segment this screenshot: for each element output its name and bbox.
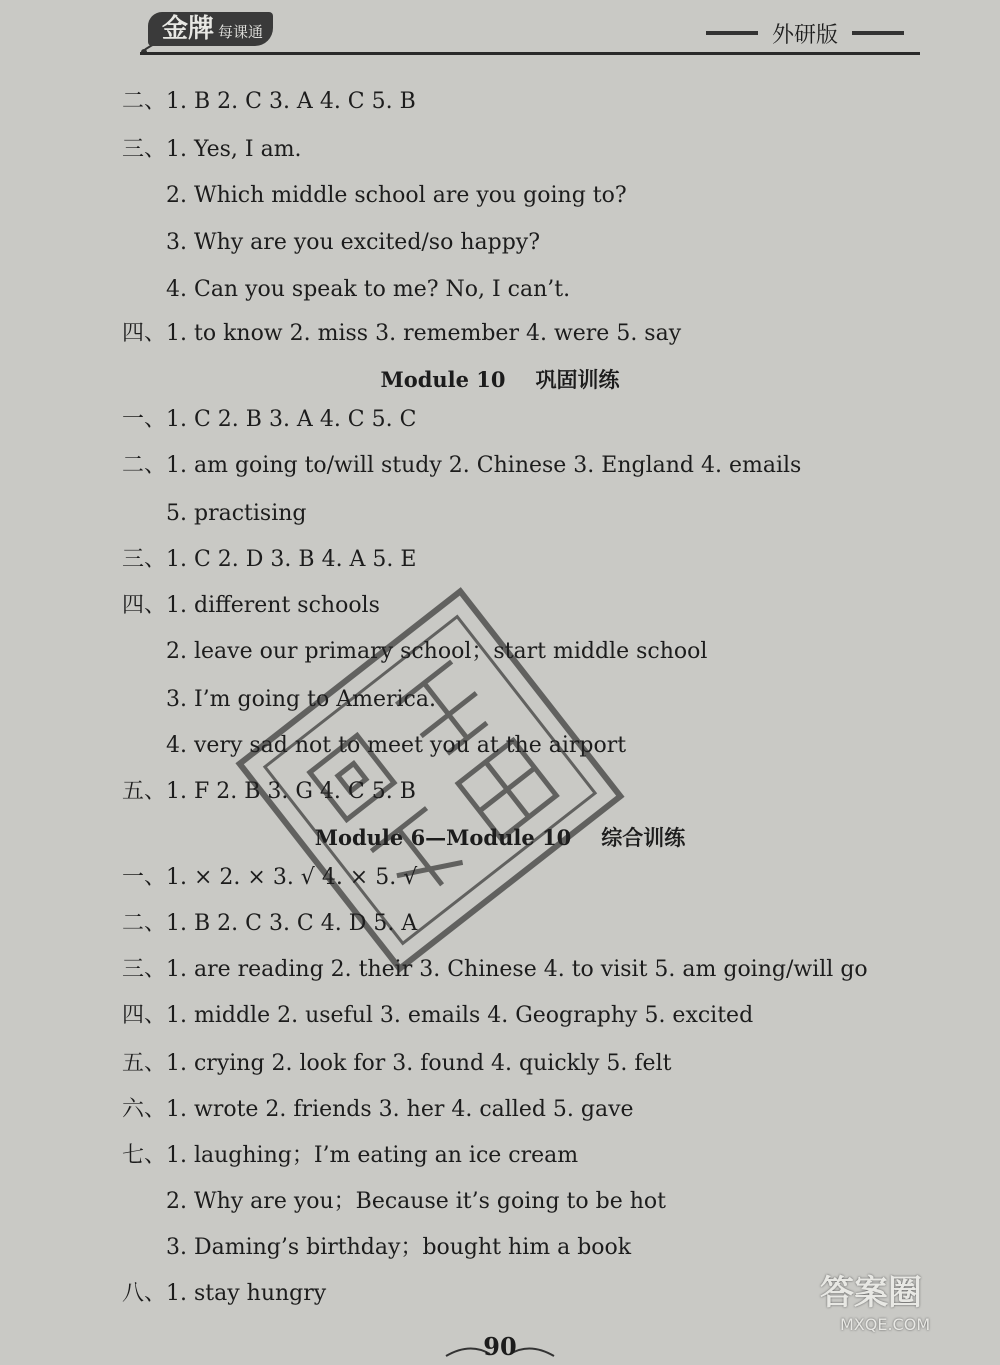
answer-line: 二、1. B 2. C 3. A 4. C 5. B: [122, 89, 416, 114]
answer-line: 七、1. laughing；I’m eating an ice cream: [122, 1143, 579, 1168]
answer-line: 3. Daming’s birthday；bought him a book: [166, 1235, 632, 1260]
answer-line: 一、1. × 2. × 3. √ 4. × 5. √: [122, 865, 418, 890]
answer-line: 五、1. crying 2. look for 3. found 4. quickly 5. felt: [122, 1051, 672, 1076]
answer-line: 4. very sad not to meet you at the airport: [166, 733, 627, 758]
page-header: [0, 0, 1000, 60]
answer-line: 一、1. C 2. B 3. A 4. C 5. C: [122, 407, 417, 432]
answer-line: 二、1. am going to/will study 2. Chinese 3. England 4. emails: [122, 453, 802, 478]
answer-line: 三、1. Yes, I am.: [122, 137, 302, 162]
section-heading: [0, 818, 1000, 858]
watermark-logo: 答案圈: [820, 1273, 922, 1313]
brand-subtitle: 每课通: [218, 23, 264, 41]
brand-title: 金牌: [162, 14, 215, 44]
edition-label: [695, 18, 915, 48]
answer-line: 4. Can you speak to me? No, I can’t.: [166, 277, 571, 302]
answer-line: 四、1. different schools: [122, 593, 380, 618]
edition-text: 外研版: [771, 22, 838, 48]
answer-line: 2. leave our primary school；start middle school: [166, 639, 708, 664]
section-heading-cn: 巩固训练: [535, 368, 620, 392]
watermark-url: MXQE.COM: [840, 1315, 931, 1334]
edition-dash-left: [706, 31, 758, 35]
answer-line: 四、1. middle 2. useful 3. emails 4. Geography 5. excited: [122, 1003, 754, 1028]
answer-line: 2. Which middle school are you going to?: [166, 183, 627, 208]
answer-line: 5. practising: [166, 501, 307, 526]
answer-line: 3. Why are you excited/so happy?: [166, 230, 541, 255]
answer-line: 六、1. wrote 2. friends 3. her 4. called 5. gave: [122, 1097, 634, 1122]
section-heading-cn: 综合训练: [601, 826, 686, 850]
answer-line: 四、1. to know 2. miss 3. remember 4. were 5. say: [122, 321, 682, 346]
answer-line: 八、1. stay hungry: [122, 1281, 327, 1306]
brand-logo: [148, 12, 273, 46]
answer-line: 三、1. are reading 2. their 3. Chinese 4. to visit 5. am going/will go: [122, 957, 868, 982]
answer-line: 五、1. F 2. B 3. G 4. C 5. B: [122, 779, 416, 804]
answer-line: 二、1. B 2. C 3. C 4. D 5. A: [122, 911, 418, 936]
answer-line: 三、1. C 2. D 3. B 4. A 5. E: [122, 547, 417, 572]
edition-dash-right: [852, 31, 904, 35]
header-rule: [140, 52, 920, 55]
answer-line: 3. I’m going to America.: [166, 687, 436, 712]
answer-line: 2. Why are you；Because it’s going to be hot: [166, 1189, 666, 1214]
section-heading-title: Module 6—Module 10: [314, 825, 572, 850]
section-heading: [0, 360, 1000, 400]
page-number: 90: [483, 1332, 517, 1361]
section-heading-title: Module 10: [380, 367, 506, 392]
